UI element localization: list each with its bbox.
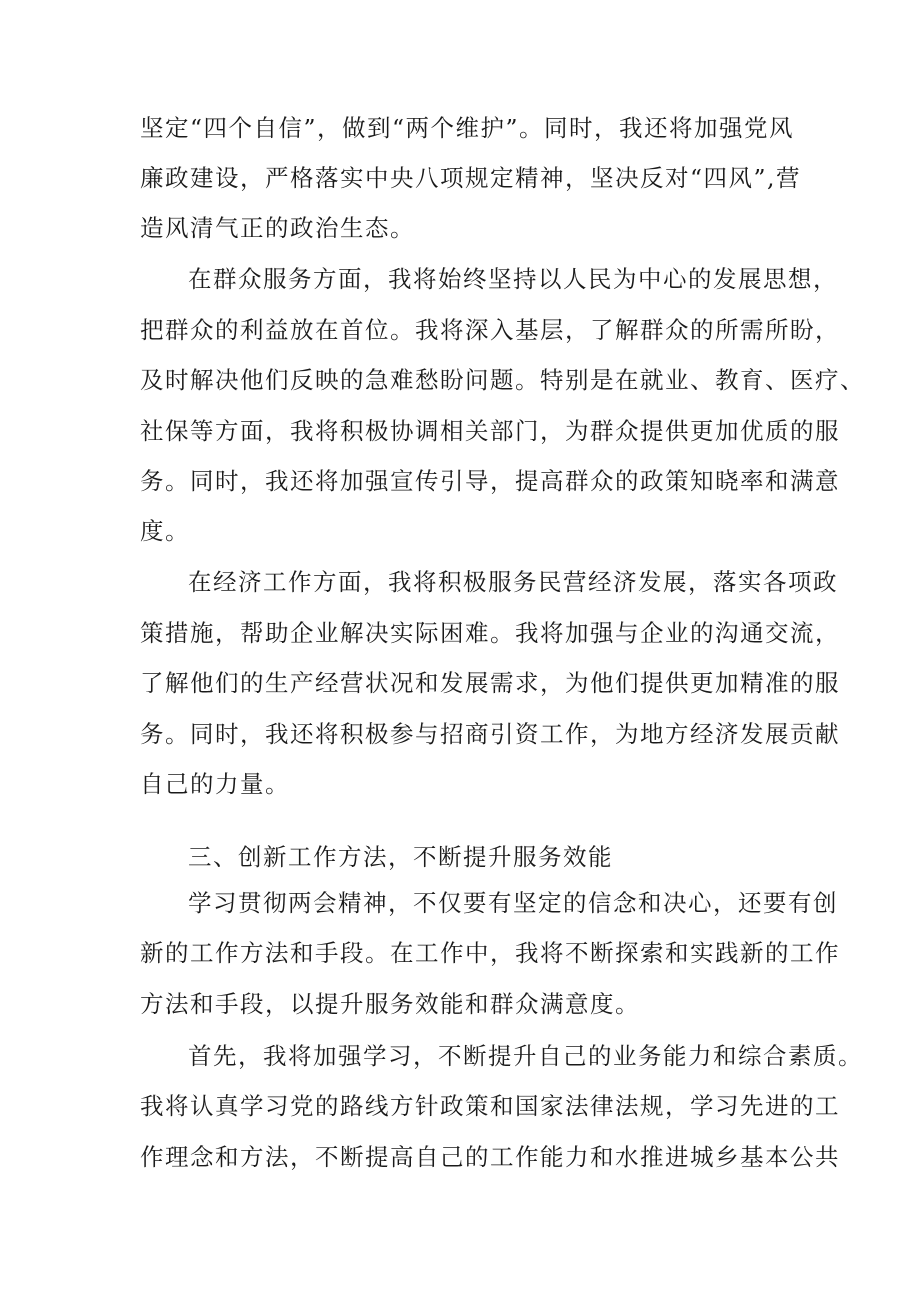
paragraph-line: 首先，我将加强学习，不断提升自己的业务能力和综合素质。 [188, 1042, 863, 1070]
paragraph-line: 我将认真学习党的路线方针政策和国家法律法规，学习先进的工 [140, 1092, 840, 1120]
paragraph-line: 把群众的利益放在首位。我将深入基层，了解群众的所需所盼， [140, 316, 840, 344]
paragraph-line: 社保等方面，我将积极协调相关部门，为群众提供更加优质的服 [140, 417, 840, 445]
paragraph-line: 坚定“四个自信”，做到“两个维护”。同时，我还将加强党风 [140, 114, 795, 142]
paragraph-line: 在经济工作方面，我将积极服务民营经济发展，落实各项政 [188, 568, 838, 596]
paragraph-line: 度。 [140, 517, 190, 545]
paragraph-line: 自己的力量。 [140, 770, 290, 798]
paragraph-line: 学习贯彻两会精神，不仅要有坚定的信念和决心，还要有创 [188, 889, 838, 917]
paragraph-line: 策措施，帮助企业解决实际困难。我将加强与企业的沟通交流， [140, 619, 840, 647]
paragraph-line: 了解他们的生产经营状况和发展需求，为他们提供更加精准的服 [140, 669, 840, 697]
paragraph-line: 务。同时，我还将加强宣传引导，提高群众的政策知晓率和满意 [140, 467, 840, 495]
paragraph-line: 方法和手段，以提升服务效能和群众满意度。 [140, 990, 640, 1018]
paragraph-line: 及时解决他们反映的急难愁盼问题。特别是在就业、教育、医疗、 [140, 366, 865, 394]
paragraph-line: 在群众服务方面，我将始终坚持以人民为中心的发展思想， [188, 265, 838, 293]
section-heading: 三、创新工作方法，不断提升服务效能 [188, 843, 613, 871]
paragraph-line: 务。同时，我还将积极参与招商引资工作，为地方经济发展贡献 [140, 720, 840, 748]
paragraph-line: 廉政建设，严格落实中央八项规定精神，坚决反对“四风”,营 [140, 164, 801, 192]
paragraph-line: 造风清气正的政治生态。 [140, 214, 415, 242]
paragraph-line: 新的工作方法和手段。在工作中，我将不断探索和实践新的工作 [140, 939, 840, 967]
paragraph-line: 作理念和方法，不断提高自己的工作能力和水推进城乡基本公共 [140, 1143, 840, 1171]
